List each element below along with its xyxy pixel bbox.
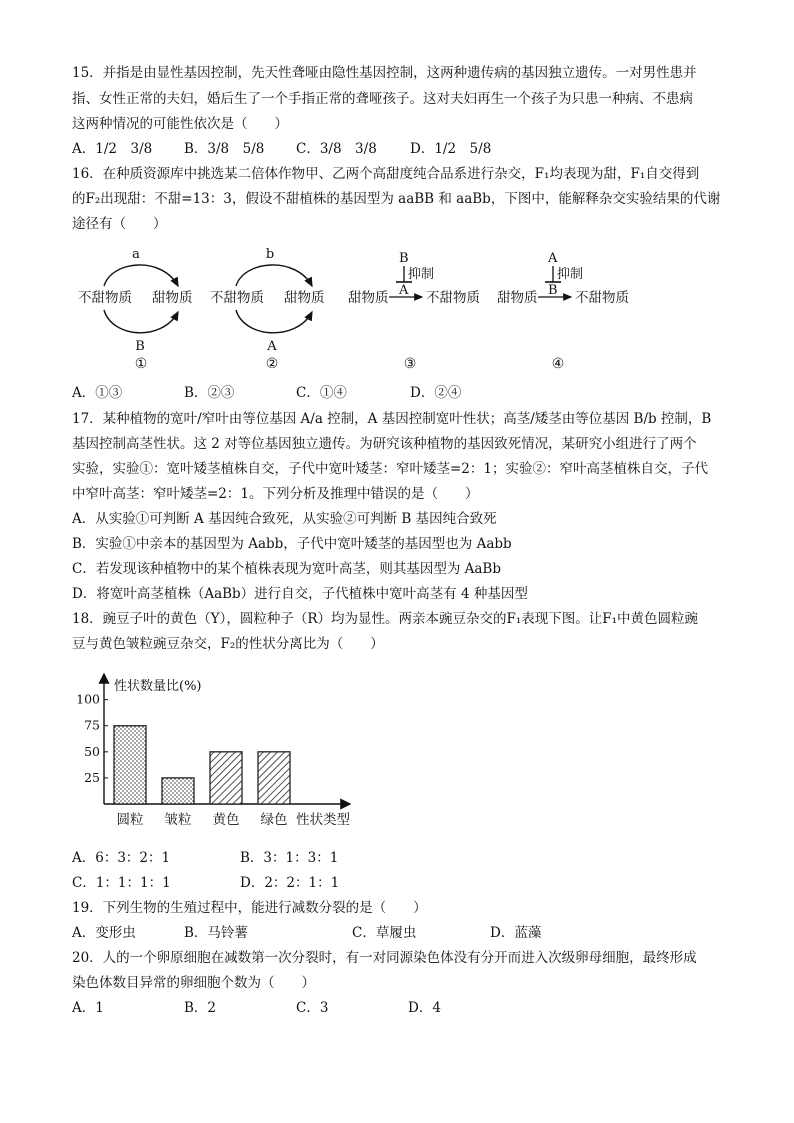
pathway-3-number: ③ [403, 356, 417, 372]
pathway-2-number: ② [265, 356, 279, 372]
q20-stem-line-2: 染色体数目异常的卵细胞个数为（ ） [72, 975, 315, 991]
q20-option-c: C．3 [296, 1000, 329, 1016]
q20-stem-line-1: 20．人的一个卵原细胞在减数第一次分裂时，有一对同源染色体没有分开而进入次级卵母细胞，最终形成 [72, 950, 697, 966]
q15-option-a: A．1/2 3/8 [72, 141, 153, 157]
pathway-diagram-1 [78, 247, 193, 372]
q17-stem-line-3: 实验，实验①：宽叶矮茎植株自交，子代中宽叶矮茎：窄叶矮茎=2：1；实验②：窄叶高茎植株自交，子代 [72, 461, 708, 477]
q17-option-a: A．从实验①可判断 A 基因纯合致死，从实验②可判断 B 基因纯合致死 [72, 511, 497, 527]
x-tick-label-皱粒: 皱粒 [164, 812, 192, 828]
y-tick-label-100: 100 [76, 691, 100, 707]
pathway-3-right-substance: 不甜物质 [426, 290, 480, 306]
pathway-3-inhibit-label: 抑制 [408, 267, 435, 282]
pathway-3-enzyme-label: A [399, 283, 409, 298]
q18-option-c: C．1：1：1：1 [72, 875, 171, 891]
y-tick-label-25: 25 [84, 769, 100, 785]
q16-option-c: C．①④ [296, 385, 347, 401]
pathway-2-top-label: b [265, 247, 275, 262]
q17-option-c: C．若发现该种植物中的某个植株表现为宽叶高茎，则其基因型为 AaBb [72, 561, 501, 577]
pathway-diagram-3 [348, 251, 480, 372]
pathway-3-left-substance: 甜物质 [348, 290, 389, 306]
y-tick-label-50: 50 [84, 743, 100, 759]
q16-stem-line-1: 16．在种质资源库中挑选某二倍体作物甲、乙两个高甜度纯合品系进行杂交，F₁均表现为甜，F₁自交得到 [72, 166, 700, 182]
q15-stem-line-1: 15．并指是由显性基因控制，先天性聋哑由隐性基因控制，这两种遗传病的基因独立遗传。一对男性患并 [72, 65, 697, 81]
q15-option-c: C．3/8 3/8 [296, 141, 377, 157]
q16-stem-line-2: 的F₂出现甜：不甜=13：3，假设不甜植株的基因型为 aaBB 和 aaBb，下图中，能解释杂交实验结果的代谢 [72, 191, 721, 207]
x-tick-label-黄色: 黄色 [212, 812, 240, 828]
q17-option-b: B．实验①中亲本的基因型为 Aabb，子代中宽叶矮茎的基因型也为 Aabb [72, 536, 512, 552]
pathway-4-inhibit-label: 抑制 [557, 267, 584, 282]
pathway-1-number: ① [134, 356, 148, 372]
x-tick-label-圆粒: 圆粒 [116, 812, 144, 828]
pathway-diagram-2 [210, 247, 325, 372]
q19-option-c: C．草履虫 [352, 925, 417, 941]
q17-option-d: D．将宽叶高茎植株（AaBb）进行自交，子代植株中宽叶高茎有 4 种基因型 [72, 586, 528, 602]
bar-皱粒 [162, 778, 194, 804]
bar-圆粒 [114, 726, 146, 804]
pathway-2-left-substance: 不甜物质 [210, 290, 264, 306]
q16-option-b: B．②③ [184, 385, 235, 401]
q15-stem-line-3: 这两种情况的可能性依次是（ ） [72, 116, 288, 132]
pathway-diagram-4 [497, 251, 629, 372]
q17-stem-line-2: 基因控制高茎性状。这 2 对等位基因独立遗传。为研究该种植物的基因致死情况，某研究小组进行了两个 [72, 436, 697, 452]
q20-option-d: D．4 [408, 1000, 441, 1016]
pathway-4-inhibitor-label: A [548, 251, 558, 266]
pathway-2-right-substance: 甜物质 [284, 290, 325, 306]
y-axis-label: 性状数量比(%) [114, 679, 202, 694]
pathway-4-enzyme-label: B [548, 283, 558, 298]
q20-option-b: B．2 [184, 1000, 217, 1016]
pathway-4-number: ④ [551, 356, 565, 372]
q20-option-a: A．1 [72, 1000, 104, 1016]
q18-option-d: D．2：2：1：1 [240, 875, 340, 891]
q19-option-a: A．变形虫 [72, 925, 136, 941]
q17-stem-line-1: 17．某种植物的宽叶/窄叶由等位基因 A/a 控制，A 基因控制宽叶性状；高茎/矮茎由等位基因 B/b 控制，B [72, 411, 712, 427]
pathway-1-top-label: a [132, 247, 140, 262]
pathway-2-bottom-label: A [267, 339, 277, 354]
pathway-1-bottom-label: B [135, 339, 145, 354]
bar-黄色 [210, 752, 242, 804]
q17-stem-line-4: 中窄叶高茎：窄叶矮茎=2：1。下列分析及推理中错误的是（ ） [72, 486, 479, 502]
pathway-4-right-substance: 不甜物质 [575, 290, 629, 306]
q16-stem-line-3: 途径有（ ） [72, 216, 167, 232]
pathway-4-left-substance: 甜物质 [497, 290, 538, 306]
q18-stem-line-2: 豆与黄色皱粒豌豆杂交，F₂的性状分离比为（ ） [72, 636, 384, 652]
q15-stem-line-2: 指、女性正常的夫妇，婚后生了一个手指正常的聋哑孩子。这对夫妇再生一个孩子为只患一种病、不患病 [72, 91, 693, 107]
x-axis-label: 性状类型 [296, 812, 350, 828]
q19-option-d: D．蓝藻 [490, 925, 542, 941]
q16-option-a: A．①③ [72, 385, 123, 401]
q18-option-b: B．3：1：3：1 [240, 850, 339, 866]
q16-pathway-diagram [0, 238, 794, 378]
q15-option-b: B．3/8 5/8 [184, 141, 265, 157]
pathway-3-inhibitor-label: B [399, 251, 409, 266]
y-tick-label-75: 75 [84, 717, 100, 733]
q18-option-a: A．6：3：2：1 [72, 850, 171, 866]
pathway-1-left-substance: 不甜物质 [78, 290, 132, 306]
bar-绿色 [258, 752, 290, 804]
q19-stem-line-1: 19．下列生物的生殖过程中，能进行减数分裂的是（ ） [72, 900, 427, 916]
q15-option-d: D．1/2 5/8 [410, 141, 492, 157]
q16-option-d: D．②④ [410, 385, 462, 401]
q18-stem-line-1: 18．豌豆子叶的黄色（Y），圆粒种子（R）均为显性。两亲本豌豆杂交的F₁表现下图。让F₁中黄色圆粒豌 [72, 611, 699, 627]
x-tick-label-绿色: 绿色 [260, 812, 288, 828]
q18-bar-chart [70, 662, 360, 837]
q19-option-b: B．马铃薯 [184, 925, 248, 941]
pathway-1-right-substance: 甜物质 [152, 290, 193, 306]
